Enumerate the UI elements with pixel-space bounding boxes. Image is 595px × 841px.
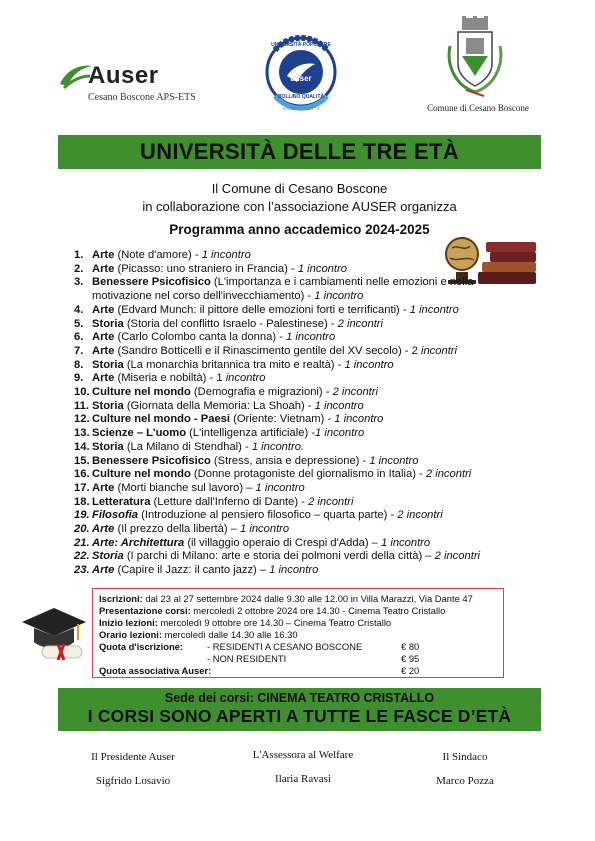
list-item: 9. Arte (Miseria e nobiltà) - 1 incontro <box>74 372 266 385</box>
badge-validity-text: VALIDITÀ 2024 - 2 <box>282 106 320 111</box>
list-item: 23. Arte (Capire il Jazz: il canto jazz) – 1 incontro <box>74 564 319 577</box>
list-item: 3. Benessere Psicofisico (L'importanza e i cambiamenti nelle emozioni e nella motivazione nel corso dell'invecchiamento) - 1 incontro <box>74 276 474 303</box>
open-to-all-line: I CORSI SONO APERTI A TUTTE LE FASCE D’ETÀ <box>87 706 512 726</box>
title-banner <box>58 135 541 169</box>
comune-caption: Comune di Cesano Boscone <box>427 103 529 113</box>
course-list <box>74 249 544 578</box>
list-item: 5. Storia (Storia del conflitto Israelo - Palestinese) - 2 incontri <box>74 317 384 330</box>
auser-wordmark: Auser <box>88 62 159 89</box>
list-item: 20. Arte (Il prezzo della libertà) – 1 incontro <box>74 523 290 536</box>
quota-non-residenti-row: - NON RESIDENTI € 95 <box>207 653 420 664</box>
iscrizioni-line: Iscrizioni: dal 23 al 27 settembre 2024 dalle 9.30 alle 12.00 in Villa Marazzi, Via Dante 47 <box>99 593 473 604</box>
badge-center-text: auser <box>290 74 312 83</box>
list-item: 19. Filosofia (Introduzione al pensiero filosofico – quarta parte) - 2 incontri <box>74 509 443 522</box>
comune-crest-icon <box>440 16 510 100</box>
list-item: 2. Arte (Picasso: uno straniero in Francia) - 1 incontro <box>74 262 347 275</box>
intro-line-1: Il Comune di Cesano Boscone <box>211 181 388 196</box>
list-item: 10. Culture nel mondo (Demografia e migrazioni) - 2 incontri <box>74 386 378 399</box>
page-title: UNIVERSITÀ DELLE TRE ETÀ <box>140 139 459 164</box>
list-item: 8. Storia (La monarchia britannica tra mito e realtà) - 1 incontro <box>74 358 394 371</box>
list-item: 1. Arte (Note d'amore) - 1 incontro <box>74 249 251 261</box>
sede-banner <box>58 688 541 731</box>
list-item: 15. Benessere Psicofisico (Stress, ansia e depressione) - 1 incontro <box>74 454 419 467</box>
list-item: 21. Arte: Architettura (il villaggio operaio di Crespi d'Adda) – 1 incontro <box>74 536 431 549</box>
quota-residenti-row: Quota d'iscrizione: - RESIDENTI A CESANO BOSCONE € 80 <box>99 641 420 652</box>
list-item: 14. Storia (La Milano di Stendhal) - 1 incontro. <box>74 440 305 453</box>
intro <box>58 180 541 216</box>
info-box <box>92 588 504 678</box>
auser-logo <box>58 58 218 108</box>
program-title: Programma anno accademico 2024-2025 <box>169 222 430 237</box>
badge-bottom-text: BOLLINO QUALITÀ <box>277 94 325 100</box>
signature-assessora: L'Assessora al Welfare Ilaria Ravasi <box>252 749 354 785</box>
auser-subtitle: Cesano Boscone APS-ETS <box>88 92 196 103</box>
list-item: 12. Culture nel mondo - Paesi (Oriente: Vietnam) - 1 incontro <box>74 413 384 426</box>
list-item: 13. Scienze – L'uomo (L'intelligenza artificiale) -1 incontro <box>74 427 365 440</box>
list-item: 11. Storia (Giornata della Memoria: La Shoah) - 1 incontro <box>74 399 364 412</box>
quota-associativa-row: Quota associativa Auser: € 20 <box>99 665 420 676</box>
list-item: 4. Arte (Edvard Munch: il pittore delle emozioni forti e terrificanti) - 1 incontro <box>74 303 459 316</box>
list-item: 6. Arte (Carlo Colombo canta la donna) - 1 incontro <box>74 331 336 344</box>
list-item: 7. Arte (Sandro Botticelli e il Rinascimento gentile del XV secolo) - 2 incontri <box>74 344 458 357</box>
list-item: 16. Culture nel mondo (Donne protagoniste del giornalismo in Italia) - 2 incontri <box>74 468 472 481</box>
graduation-cap-icon <box>18 600 88 664</box>
orario-line: Orario lezioni: mercoledì dalle 14.30 alle 16.30 <box>99 629 298 640</box>
signature-presidente: Il Presidente Auser Sigfrido Losavio <box>91 751 175 787</box>
badge-top-text: UNIVERSITÀ POPOLARE <box>271 42 331 48</box>
presentazione-line: Presentazione corsi: mercoledì 2 ottobre 2024 ore 14.30 - Cinema Teatro Cristallo <box>99 605 446 616</box>
intro-line-2: in collaborazione con l’associazione AUSER organizza <box>142 199 457 214</box>
signature-sindaco: Il Sindaco Marco Pozza <box>436 751 494 787</box>
list-item: 17. Arte (Morti bianche sul lavoro) – 1 incontro <box>74 481 305 494</box>
sede-line: Sede dei corsi: CINEMA TEATRO CRISTALLO <box>164 691 435 705</box>
list-item: 18. Letteratura (Letture dall'Inferno di Dante) - 2 incontri <box>74 495 354 508</box>
inizio-line: Inizio lezioni: mercoledì 9 ottobre ore 14.30 – Cinema Teatro Cristallo <box>99 617 392 628</box>
list-item: 22. Storia (I parchi di Milano: arte e storia dei polmoni verdi della città) – 2 incontri <box>74 550 481 563</box>
